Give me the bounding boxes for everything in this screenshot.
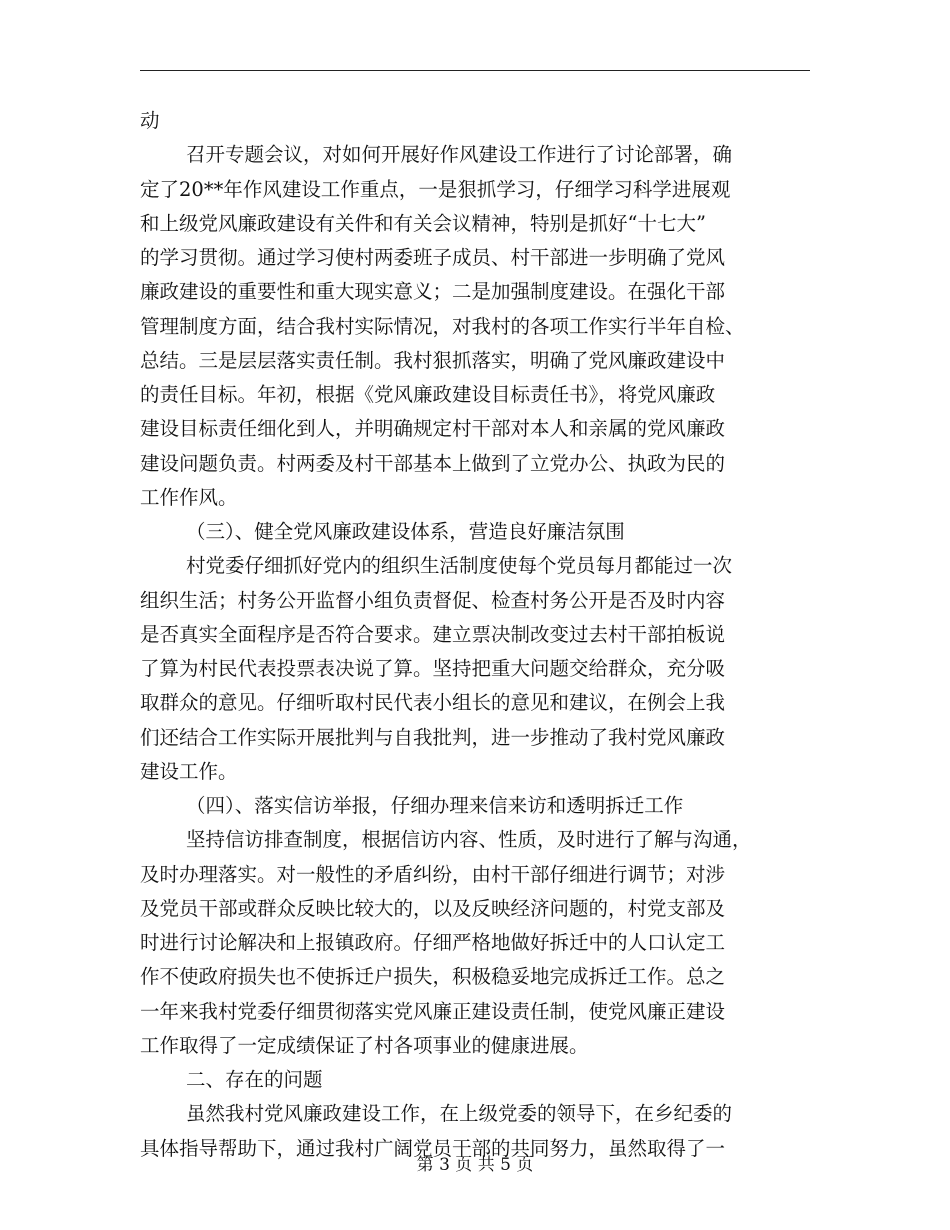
text-line: 廉政建设的重要性和重大现实意义；二是加强制度建设。在强化干部	[140, 280, 726, 304]
text-line: （三）、健全党风廉政建设体系，营造良好廉洁氛围	[186, 520, 625, 543]
document-body	[140, 104, 810, 1166]
text-line: 取群众的意见。仔细听取村民代表小组长的意见和建议，在例会上我	[140, 691, 726, 715]
text-line: 建设问题负责。村两委及村干部基本上做到了立党办公、执政为民的	[140, 451, 726, 475]
text-line: 及时办理落实。对一般性的矛盾纠纷，由村干部仔细进行调节；对涉	[140, 862, 726, 886]
text-line: 虽然我村党风廉政建设工作，在上级党委的领导下，在乡纪委的	[186, 1102, 733, 1126]
text-line: 召开专题会议，对如何开展好作风建设工作进行了讨论部署，确	[186, 143, 733, 167]
text-line: 组织生活；村务公开监督小组负责督促、检查村务公开是否及时内容	[140, 588, 726, 612]
text-line: 时进行讨论解决和上报镇政府。仔细严格地做好拆迁中的人口认定工	[140, 931, 726, 954]
text-line: 管理制度方面，结合我村实际情况，对我村的各项工作实行半年自检、	[140, 314, 745, 338]
text-line: 的责任目标。年初，根据《党风廉政建设目标责任书》，将党风廉政	[140, 383, 716, 406]
text-line: （四）、落实信访举报，仔细办理来信来访和透明拆迁工作	[186, 794, 684, 817]
text-line: 定了20**年作风建设工作重点，一是狠抓学习，仔细学习科学进展观	[140, 177, 731, 201]
page-footer: 第 3 页 共 5 页	[416, 1155, 534, 1175]
text-line: 动	[140, 109, 160, 132]
text-line: 们还结合工作实际开展批判与自我批判，进一步推动了我村党风廉政	[140, 725, 726, 749]
text-line: 二、存在的问题	[186, 1068, 323, 1091]
header-rule	[140, 70, 810, 71]
text-line: 建设目标责任细化到人，并明确规定村干部对本人和亲属的党风廉政	[140, 417, 726, 441]
text-line: 坚持信访排查制度，根据信访内容、性质，及时进行了解与沟通，	[186, 828, 752, 852]
text-line: 是否真实全面程序是否符合要求。建立票决制改变过去村干部拍板说	[140, 622, 726, 646]
text-line: 了算为村民代表投票表决说了算。坚持把重大问题交给群众，充分吸	[140, 657, 726, 680]
text-line: 村党委仔细抓好党内的组织生活制度使每个党员每月都能过一次	[186, 554, 733, 578]
text-line: 的学习贯彻。通过学习使村两委班子成员、村干部进一步明确了党风	[140, 246, 726, 269]
text-line: 工作作风。	[140, 485, 238, 509]
text-line: 具体指导帮助下，通过我村广阔党员干部的共同努力，虽然取得了一	[140, 1136, 726, 1160]
text-line: 及党员干部或群众反映比较大的，以及反映经济问题的，村党支部及	[140, 896, 726, 920]
text-line: 总结。三是层层落实责任制。我村狠抓落实，明确了党风廉政建设中	[140, 348, 726, 372]
text-line: 建设工作。	[140, 759, 238, 783]
text-line: 作不使政府损失也不使拆迁户损失，积极稳妥地完成拆迁工作。总之	[140, 965, 726, 989]
text-line: 工作取得了一定成绩保证了村各项事业的健康进展。	[140, 1033, 589, 1057]
text-line: 和上级党风廉政建设有关件和有关会议精神，特别是抓好“十七大”	[140, 211, 706, 235]
text-line: 一年来我村党委仔细贯彻落实党风廉正建设责任制，使党风廉正建设	[140, 999, 726, 1023]
